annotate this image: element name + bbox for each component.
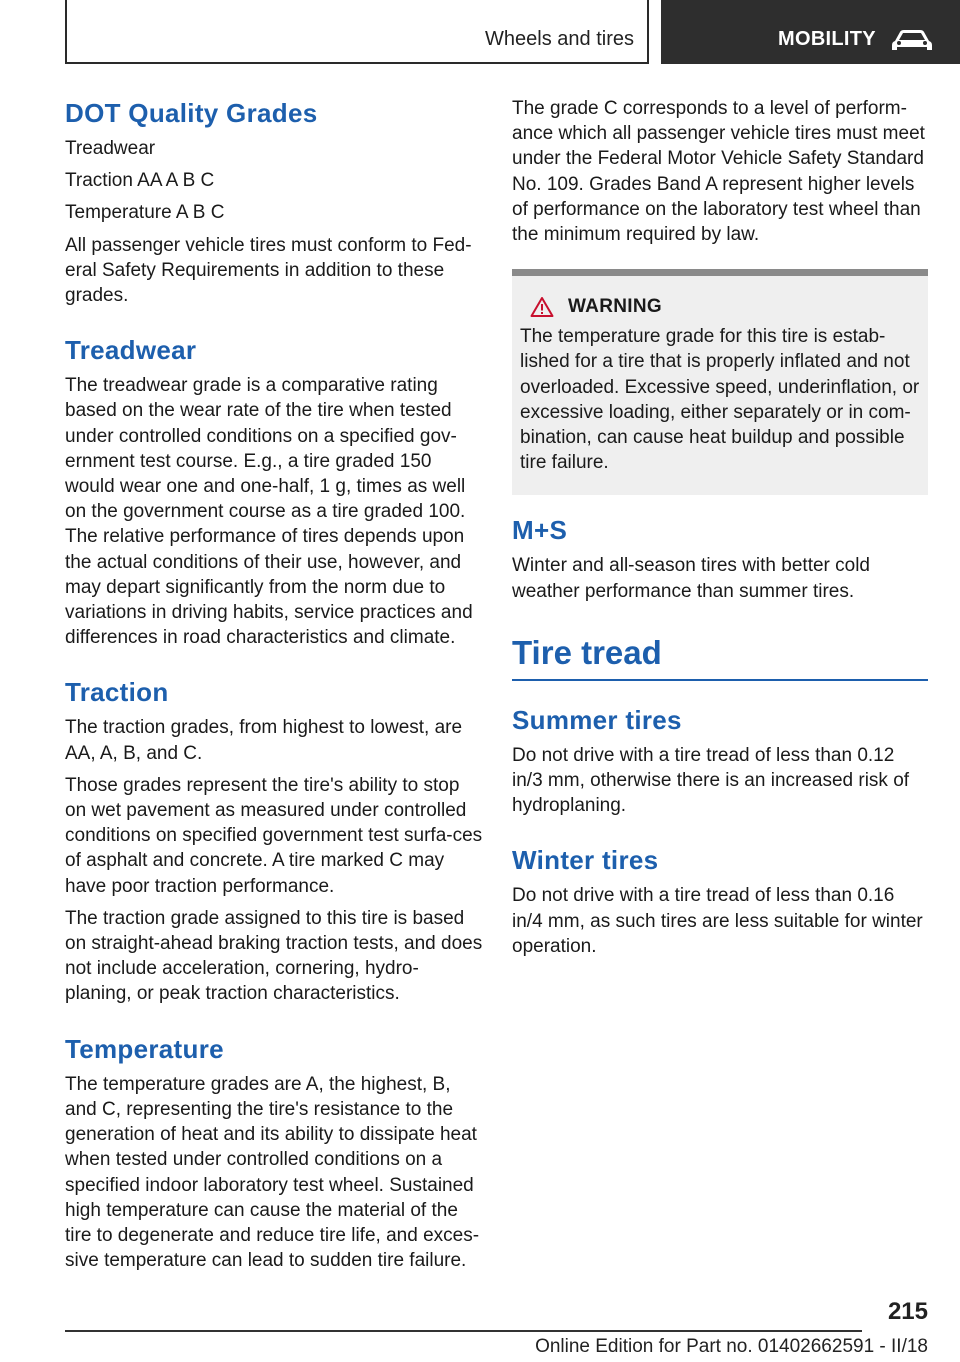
heading-traction: Traction	[65, 677, 169, 708]
page-number: 215	[887, 1298, 928, 1325]
traction-paragraph-3: The traction grade assigned to this tire is based on straight-ahead braking traction tests, and does not include acceleration, cornering, hydro‐planing, or peak traction characteristics.	[65, 907, 483, 1005]
heading-dot-quality-grades: DOT Quality Grades	[65, 98, 318, 128]
dot-line-treadwear: Treadwear	[65, 138, 156, 159]
heading-temperature: Temperature	[65, 1033, 224, 1064]
heading-summer-tires: Summer tires	[512, 704, 682, 735]
heading-m-s: M+S	[512, 515, 568, 546]
chapter-tab	[661, 0, 960, 64]
footer-divider	[65, 1330, 862, 1332]
warning-header	[520, 296, 920, 318]
heading-winter-tires: Winter tires	[512, 845, 659, 876]
winter-tires-paragraph: Do not drive with a tire tread of less than 0.16 in/4 mm, as such tires are less suitable for winter operation.	[512, 885, 923, 957]
heading-tire-tread: Tire tread	[512, 631, 928, 681]
car-icon	[889, 27, 935, 53]
warning-text: The temperature grade for this tire is estab‐lished for a tire that is properly inflated and not overloaded. Excessive speed, underinflation, or excessive loading, either separately or in com‐bination, can cause heat buildup and possible tire failure.	[520, 326, 920, 474]
section-title: Wheels and tires	[485, 28, 634, 50]
right-column	[512, 96, 928, 966]
warning-title: WARNING	[568, 296, 662, 318]
grade-c-paragraph: The grade C corresponds to a level of perform‐ance which all passenger vehicle tires must meet under the Federal Motor Vehicle Safety Standard No. 109. Grades Band A represent higher levels of performance on the laboratory test wheel than the minimum required by law.	[512, 98, 925, 246]
traction-paragraph-1: The traction grades, from highest to lowest, are AA, A, B, and C.	[65, 717, 463, 764]
section-tab	[65, 0, 649, 64]
page-header	[0, 0, 960, 66]
summer-tires-paragraph: Do not drive with a tire tread of less than 0.12 in/3 mm, otherwise there is an increased risk of hydroplaning.	[512, 744, 910, 817]
dot-paragraph: All passenger vehicle tires must conform to Fed‐eral Safety Requirements in addition to these grades.	[65, 234, 472, 307]
edition-text: Online Edition for Part no. 01402662591 - II/18	[535, 1336, 928, 1357]
temperature-paragraph: The temperature grades are A, the highest, B, and C, representing the tire's resistance to the generation of heat and its ability to dissipate heat when tested under controlled conditions on a specified indoor laboratory test wheel. Sustained high temperature can cause the material of the tire to degenerate and reduce tire life, and exces‐sive temperature can lead to sudden tire failure.	[65, 1073, 480, 1272]
traction-paragraph-2: Those grades represent the tire's ability to stop on wet pavement as measured under controlled conditions on specified government test surfa‐ces of asphalt and concrete. A tire marked C may have poor traction performance.	[65, 774, 483, 897]
dot-line-temperature: Temperature A B C	[65, 202, 225, 224]
dot-line-traction: Traction AA A B C	[65, 170, 215, 192]
warning-box	[512, 269, 928, 495]
warning-triangle-icon	[530, 296, 554, 318]
chapter-title: MOBILITY	[778, 28, 876, 50]
treadwear-paragraph: The treadwear grade is a comparative rating based on the wear rate of the tire when tested under controlled conditions on a specified gov‐ernment test course. E.g., a tire graded 150 would wear one and one-half, 1 g, times as well on the government course as a tire graded 100. The relative performance of tires depends upon the actual conditions of their use, however, and may depart significantly from the norm due to variations in driving habits, service practices and differences in road characteristics and climate.	[65, 375, 473, 649]
m-s-paragraph: Winter and all-season tires with better cold weather performance than summer tires.	[512, 555, 870, 602]
heading-treadwear: Treadwear	[65, 335, 197, 366]
left-column	[65, 96, 483, 1280]
